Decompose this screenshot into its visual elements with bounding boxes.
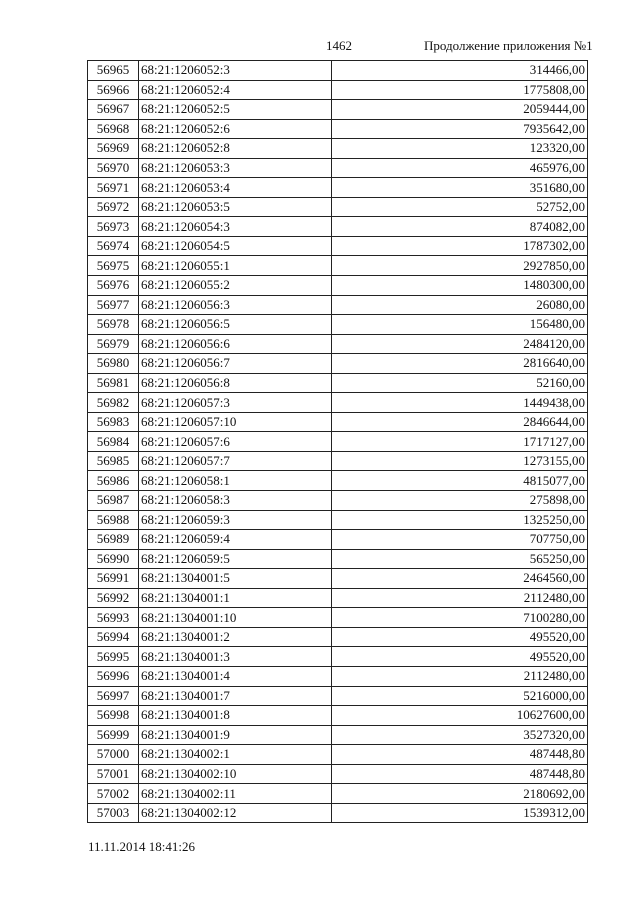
cadastral-number-cell: 68:21:1304002:12 (139, 803, 332, 823)
cadastral-value-cell: 2180692,00 (332, 784, 588, 804)
cadastral-value-cell: 1449438,00 (332, 393, 588, 413)
table-row (88, 569, 588, 589)
row-number-cell: 57002 (88, 784, 139, 804)
table-row (88, 354, 588, 374)
row-number-cell: 56999 (88, 725, 139, 745)
cadastral-number-cell: 68:21:1206052:5 (139, 100, 332, 120)
cadastral-value-cell: 1325250,00 (332, 510, 588, 530)
table-row (88, 627, 588, 647)
row-number-cell: 56972 (88, 197, 139, 217)
row-number-cell: 57003 (88, 803, 139, 823)
table-row (88, 491, 588, 511)
cadastral-number-cell: 68:21:1206053:3 (139, 158, 332, 178)
cadastral-value-cell: 123320,00 (332, 139, 588, 159)
cadastral-number-cell: 68:21:1206054:3 (139, 217, 332, 237)
cadastral-value-cell: 707750,00 (332, 530, 588, 550)
cadastral-value-cell: 314466,00 (332, 61, 588, 81)
table-row (88, 315, 588, 335)
cadastral-number-cell: 68:21:1206055:1 (139, 256, 332, 276)
row-number-cell: 56994 (88, 627, 139, 647)
cadastral-number-cell: 68:21:1206055:2 (139, 276, 332, 296)
table-row (88, 236, 588, 256)
cadastral-value-cell: 487448,80 (332, 745, 588, 765)
cadastral-value-cell: 1480300,00 (332, 276, 588, 296)
cadastral-value-cell: 52752,00 (332, 197, 588, 217)
cadastral-value-cell: 275898,00 (332, 491, 588, 511)
cadastral-number-cell: 68:21:1206056:3 (139, 295, 332, 315)
cadastral-value-cell: 487448,80 (332, 764, 588, 784)
cadastral-number-cell: 68:21:1206052:4 (139, 80, 332, 100)
cadastral-number-cell: 68:21:1304001:1 (139, 588, 332, 608)
table-row (88, 100, 588, 120)
row-number-cell: 56988 (88, 510, 139, 530)
table-row (88, 666, 588, 686)
row-number-cell: 56971 (88, 178, 139, 198)
table-row (88, 686, 588, 706)
row-number-cell: 56966 (88, 80, 139, 100)
row-number-cell: 56995 (88, 647, 139, 667)
cadastral-value-cell: 465976,00 (332, 158, 588, 178)
cadastral-value-cell: 4815077,00 (332, 471, 588, 491)
row-number-cell: 56985 (88, 451, 139, 471)
table-row (88, 608, 588, 628)
cadastral-number-cell: 68:21:1304001:5 (139, 569, 332, 589)
table-row (88, 178, 588, 198)
cadastral-value-cell: 1775808,00 (332, 80, 588, 100)
table-row (88, 764, 588, 784)
row-number-cell: 56975 (88, 256, 139, 276)
cadastral-number-cell: 68:21:1206056:8 (139, 373, 332, 393)
table-row (88, 745, 588, 765)
row-number-cell: 56984 (88, 432, 139, 452)
cadastral-number-cell: 68:21:1304002:1 (139, 745, 332, 765)
cadastral-value-cell: 874082,00 (332, 217, 588, 237)
cadastral-number-cell: 68:21:1206059:5 (139, 549, 332, 569)
row-number-cell: 56978 (88, 315, 139, 335)
cadastral-number-cell: 68:21:1206056:7 (139, 354, 332, 374)
cadastral-value-cell: 2846644,00 (332, 412, 588, 432)
row-number-cell: 56998 (88, 706, 139, 726)
table-row (88, 451, 588, 471)
cadastral-value-cell: 495520,00 (332, 627, 588, 647)
cadastral-number-cell: 68:21:1304001:3 (139, 647, 332, 667)
cadastral-number-cell: 68:21:1304002:10 (139, 764, 332, 784)
row-number-cell: 56993 (88, 608, 139, 628)
row-number-cell: 56992 (88, 588, 139, 608)
table-row (88, 158, 588, 178)
cadastral-value-cell: 2112480,00 (332, 588, 588, 608)
cadastral-value-cell: 1717127,00 (332, 432, 588, 452)
cadastral-number-cell: 68:21:1304002:11 (139, 784, 332, 804)
row-number-cell: 56979 (88, 334, 139, 354)
cadastral-number-cell: 68:21:1206056:6 (139, 334, 332, 354)
cadastral-value-cell: 2059444,00 (332, 100, 588, 120)
table-row (88, 471, 588, 491)
cadastral-value-cell: 2484120,00 (332, 334, 588, 354)
cadastral-number-cell: 68:21:1206058:3 (139, 491, 332, 511)
row-number-cell: 56965 (88, 61, 139, 81)
table-row (88, 549, 588, 569)
table-row (88, 784, 588, 804)
table-row (88, 803, 588, 823)
row-number-cell: 56989 (88, 530, 139, 550)
table-row (88, 530, 588, 550)
table-row (88, 588, 588, 608)
table-row (88, 510, 588, 530)
cadastral-number-cell: 68:21:1206053:5 (139, 197, 332, 217)
page-number: 1462 (326, 38, 352, 53)
table-row (88, 119, 588, 139)
footer-timestamp: 11.11.2014 18:41:26 (88, 839, 196, 854)
cadastral-value-cell: 1787302,00 (332, 236, 588, 256)
cadastral-number-cell: 68:21:1206057:7 (139, 451, 332, 471)
table-row (88, 276, 588, 296)
row-number-cell: 56976 (88, 276, 139, 296)
row-number-cell: 56987 (88, 491, 139, 511)
table-row (88, 373, 588, 393)
cadastral-number-cell: 68:21:1206056:5 (139, 315, 332, 335)
cadastral-number-cell: 68:21:1304001:10 (139, 608, 332, 628)
cadastral-value-cell: 7100280,00 (332, 608, 588, 628)
cadastral-value-cell: 5216000,00 (332, 686, 588, 706)
cadastral-value-cell: 2816640,00 (332, 354, 588, 374)
table-row (88, 80, 588, 100)
cadastral-value-cell: 3527320,00 (332, 725, 588, 745)
table-row (88, 647, 588, 667)
table-row (88, 706, 588, 726)
cadastral-value-cell: 2112480,00 (332, 666, 588, 686)
cadastral-number-cell: 68:21:1304001:9 (139, 725, 332, 745)
cadastral-number-cell: 68:21:1206052:3 (139, 61, 332, 81)
cadastral-value-cell: 495520,00 (332, 647, 588, 667)
cadastral-number-cell: 68:21:1206054:5 (139, 236, 332, 256)
row-number-cell: 56996 (88, 666, 139, 686)
row-number-cell: 56997 (88, 686, 139, 706)
cadastral-number-cell: 68:21:1304001:4 (139, 666, 332, 686)
cadastral-value-cell: 565250,00 (332, 549, 588, 569)
row-number-cell: 57001 (88, 764, 139, 784)
row-number-cell: 56982 (88, 393, 139, 413)
cadastral-value-cell: 1539312,00 (332, 803, 588, 823)
cadastral-value-cell: 2464560,00 (332, 569, 588, 589)
cadastral-value-cell: 2927850,00 (332, 256, 588, 276)
table-row (88, 295, 588, 315)
row-number-cell: 56983 (88, 412, 139, 432)
table-row (88, 61, 588, 81)
cadastral-value-cell: 1273155,00 (332, 451, 588, 471)
cadastral-number-cell: 68:21:1304001:8 (139, 706, 332, 726)
cadastral-number-cell: 68:21:1206058:1 (139, 471, 332, 491)
table-row (88, 412, 588, 432)
cadastral-number-cell: 68:21:1304001:7 (139, 686, 332, 706)
table-row (88, 432, 588, 452)
row-number-cell: 56968 (88, 119, 139, 139)
table-row (88, 725, 588, 745)
row-number-cell: 56967 (88, 100, 139, 120)
row-number-cell: 56973 (88, 217, 139, 237)
row-number-cell: 56970 (88, 158, 139, 178)
cadastral-value-cell: 10627600,00 (332, 706, 588, 726)
table-row (88, 393, 588, 413)
cadastral-number-cell: 68:21:1304001:2 (139, 627, 332, 647)
cadastral-value-cell: 156480,00 (332, 315, 588, 335)
table-row (88, 334, 588, 354)
table-row (88, 217, 588, 237)
row-number-cell: 56974 (88, 236, 139, 256)
table-body (88, 61, 588, 823)
cadastral-number-cell: 68:21:1206052:6 (139, 119, 332, 139)
continuation-header: Продолжение приложения №1 (424, 38, 593, 53)
row-number-cell: 56977 (88, 295, 139, 315)
row-number-cell: 56981 (88, 373, 139, 393)
cadastral-number-cell: 68:21:1206057:3 (139, 393, 332, 413)
row-number-cell: 56969 (88, 139, 139, 159)
cadastral-value-cell: 52160,00 (332, 373, 588, 393)
row-number-cell: 57000 (88, 745, 139, 765)
cadastral-number-cell: 68:21:1206059:4 (139, 530, 332, 550)
row-number-cell: 56986 (88, 471, 139, 491)
cadastral-value-table (87, 60, 588, 823)
row-number-cell: 56980 (88, 354, 139, 374)
cadastral-number-cell: 68:21:1206052:8 (139, 139, 332, 159)
table-row (88, 139, 588, 159)
cadastral-value-cell: 351680,00 (332, 178, 588, 198)
cadastral-number-cell: 68:21:1206057:6 (139, 432, 332, 452)
row-number-cell: 56990 (88, 549, 139, 569)
table-row (88, 197, 588, 217)
cadastral-value-cell: 7935642,00 (332, 119, 588, 139)
cadastral-number-cell: 68:21:1206059:3 (139, 510, 332, 530)
cadastral-value-cell: 26080,00 (332, 295, 588, 315)
cadastral-number-cell: 68:21:1206053:4 (139, 178, 332, 198)
table-row (88, 256, 588, 276)
row-number-cell: 56991 (88, 569, 139, 589)
cadastral-number-cell: 68:21:1206057:10 (139, 412, 332, 432)
